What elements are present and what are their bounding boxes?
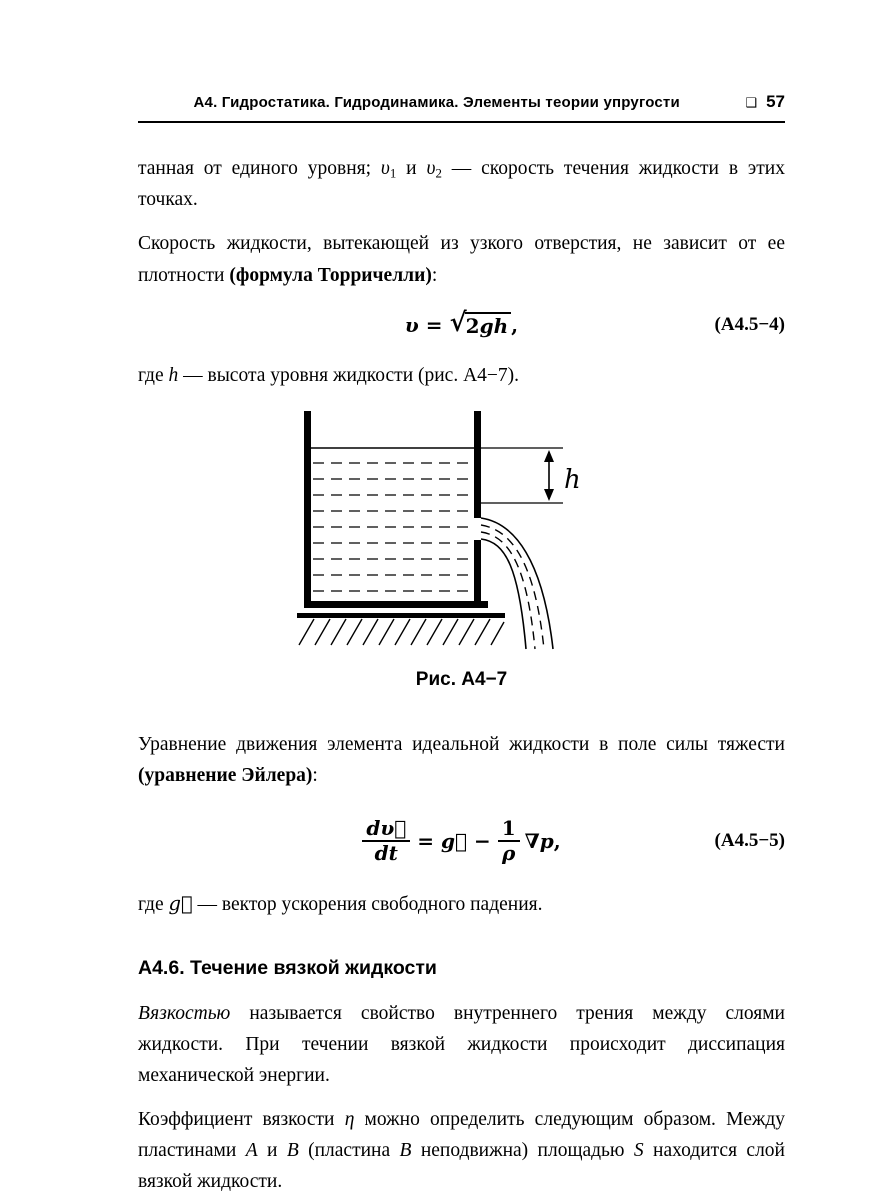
pressure-variable: p xyxy=(539,829,554,854)
fraction-denominator: ρ xyxy=(502,841,516,866)
fraction-denominator: dt xyxy=(374,841,398,866)
figure-container xyxy=(138,411,785,661)
equals-sign: = xyxy=(417,829,434,854)
formula-comma: , xyxy=(511,312,519,337)
radical xyxy=(449,307,512,338)
fraction-numerator: 1 xyxy=(498,817,520,843)
minus-sign: − xyxy=(473,829,491,854)
radicand-variables: gh xyxy=(479,313,509,338)
h-dimension xyxy=(481,448,581,503)
page-number: 57 xyxy=(766,92,785,111)
paragraph-velocities: танная от единого уровня; υ1 и υ2 — скорость течения жидкости в этих точках. xyxy=(138,158,785,211)
ground-line xyxy=(297,613,505,618)
radicand-coefficient: 2 xyxy=(465,313,480,338)
formula-lhs: υ xyxy=(404,312,419,337)
paragraph-viscosity-definition: Вязкостью называется свойство внутреннего трения между слоями жидкости. При течении вязкой жидкости происходит диссипация механической энергии. xyxy=(138,1002,785,1086)
paragraph-euler-intro: Уравнение движения элемента идеальной жидкости в поле силы тяжести (уравнение Эйлера): xyxy=(138,733,785,787)
nabla-operator: ∇ xyxy=(524,829,540,854)
paragraph-where-h: где h — высота уровня жидкости (рис. А4−7). xyxy=(138,364,520,386)
paragraph-where-g: где g⃗ — вектор ускорения свободного падения. xyxy=(138,892,543,916)
tank-left-wall xyxy=(304,411,311,608)
equation-label: (А4.5−4) xyxy=(714,313,785,335)
h-label: h xyxy=(563,464,581,495)
figure-caption: Рис. А4−7 xyxy=(415,668,508,690)
page-number-block xyxy=(745,92,785,112)
running-head: А4. Гидростатика. Гидродинамика. Элементы теории упругости xyxy=(193,94,680,111)
equation-label: (А4.5−5) xyxy=(714,830,785,852)
formula-torricelli xyxy=(404,307,519,338)
formula-euler xyxy=(362,817,560,866)
equation-a4-5-5 xyxy=(138,804,785,878)
tank-bottom xyxy=(304,601,488,608)
equation-a4-5-4 xyxy=(138,304,785,346)
page-header xyxy=(138,92,785,123)
fraction-numerator: dυ⃗ xyxy=(362,817,410,843)
fraction-1-rho xyxy=(498,817,520,866)
tank-right-wall-lower xyxy=(474,540,481,608)
radical-sign-icon: √ xyxy=(449,307,467,338)
equals-sign: = xyxy=(425,312,443,337)
g-vector: g⃗ xyxy=(440,829,467,854)
radicand xyxy=(465,312,511,338)
ground-hatching xyxy=(299,619,504,645)
figure-a4-7-tank-diagram xyxy=(297,411,627,656)
h-arrowhead-down xyxy=(544,489,554,501)
tank-right-wall-upper xyxy=(474,411,481,518)
paragraph-torricelli-intro: Скорость жидкости, вытекающей из узкого отверстия, не зависит от ее плотности (формула Торричелли): xyxy=(138,233,785,286)
fraction-dv-dt xyxy=(362,817,410,866)
square-bullet-icon: ❑ xyxy=(745,96,758,111)
h-arrowhead-up xyxy=(544,450,554,462)
water-stream xyxy=(481,518,553,649)
water-level-dashes xyxy=(313,463,473,591)
formula-comma: , xyxy=(553,829,561,854)
section-heading-a4-6: А4.6. Течение вязкой жидкости xyxy=(138,956,437,979)
paragraph-viscosity-coefficient: Коэффициент вязкости η можно определить следующим образом. Между пластинами A и B (пластина B неподвижна) площадью S находится слой вязкой жидкости. xyxy=(138,1109,785,1193)
